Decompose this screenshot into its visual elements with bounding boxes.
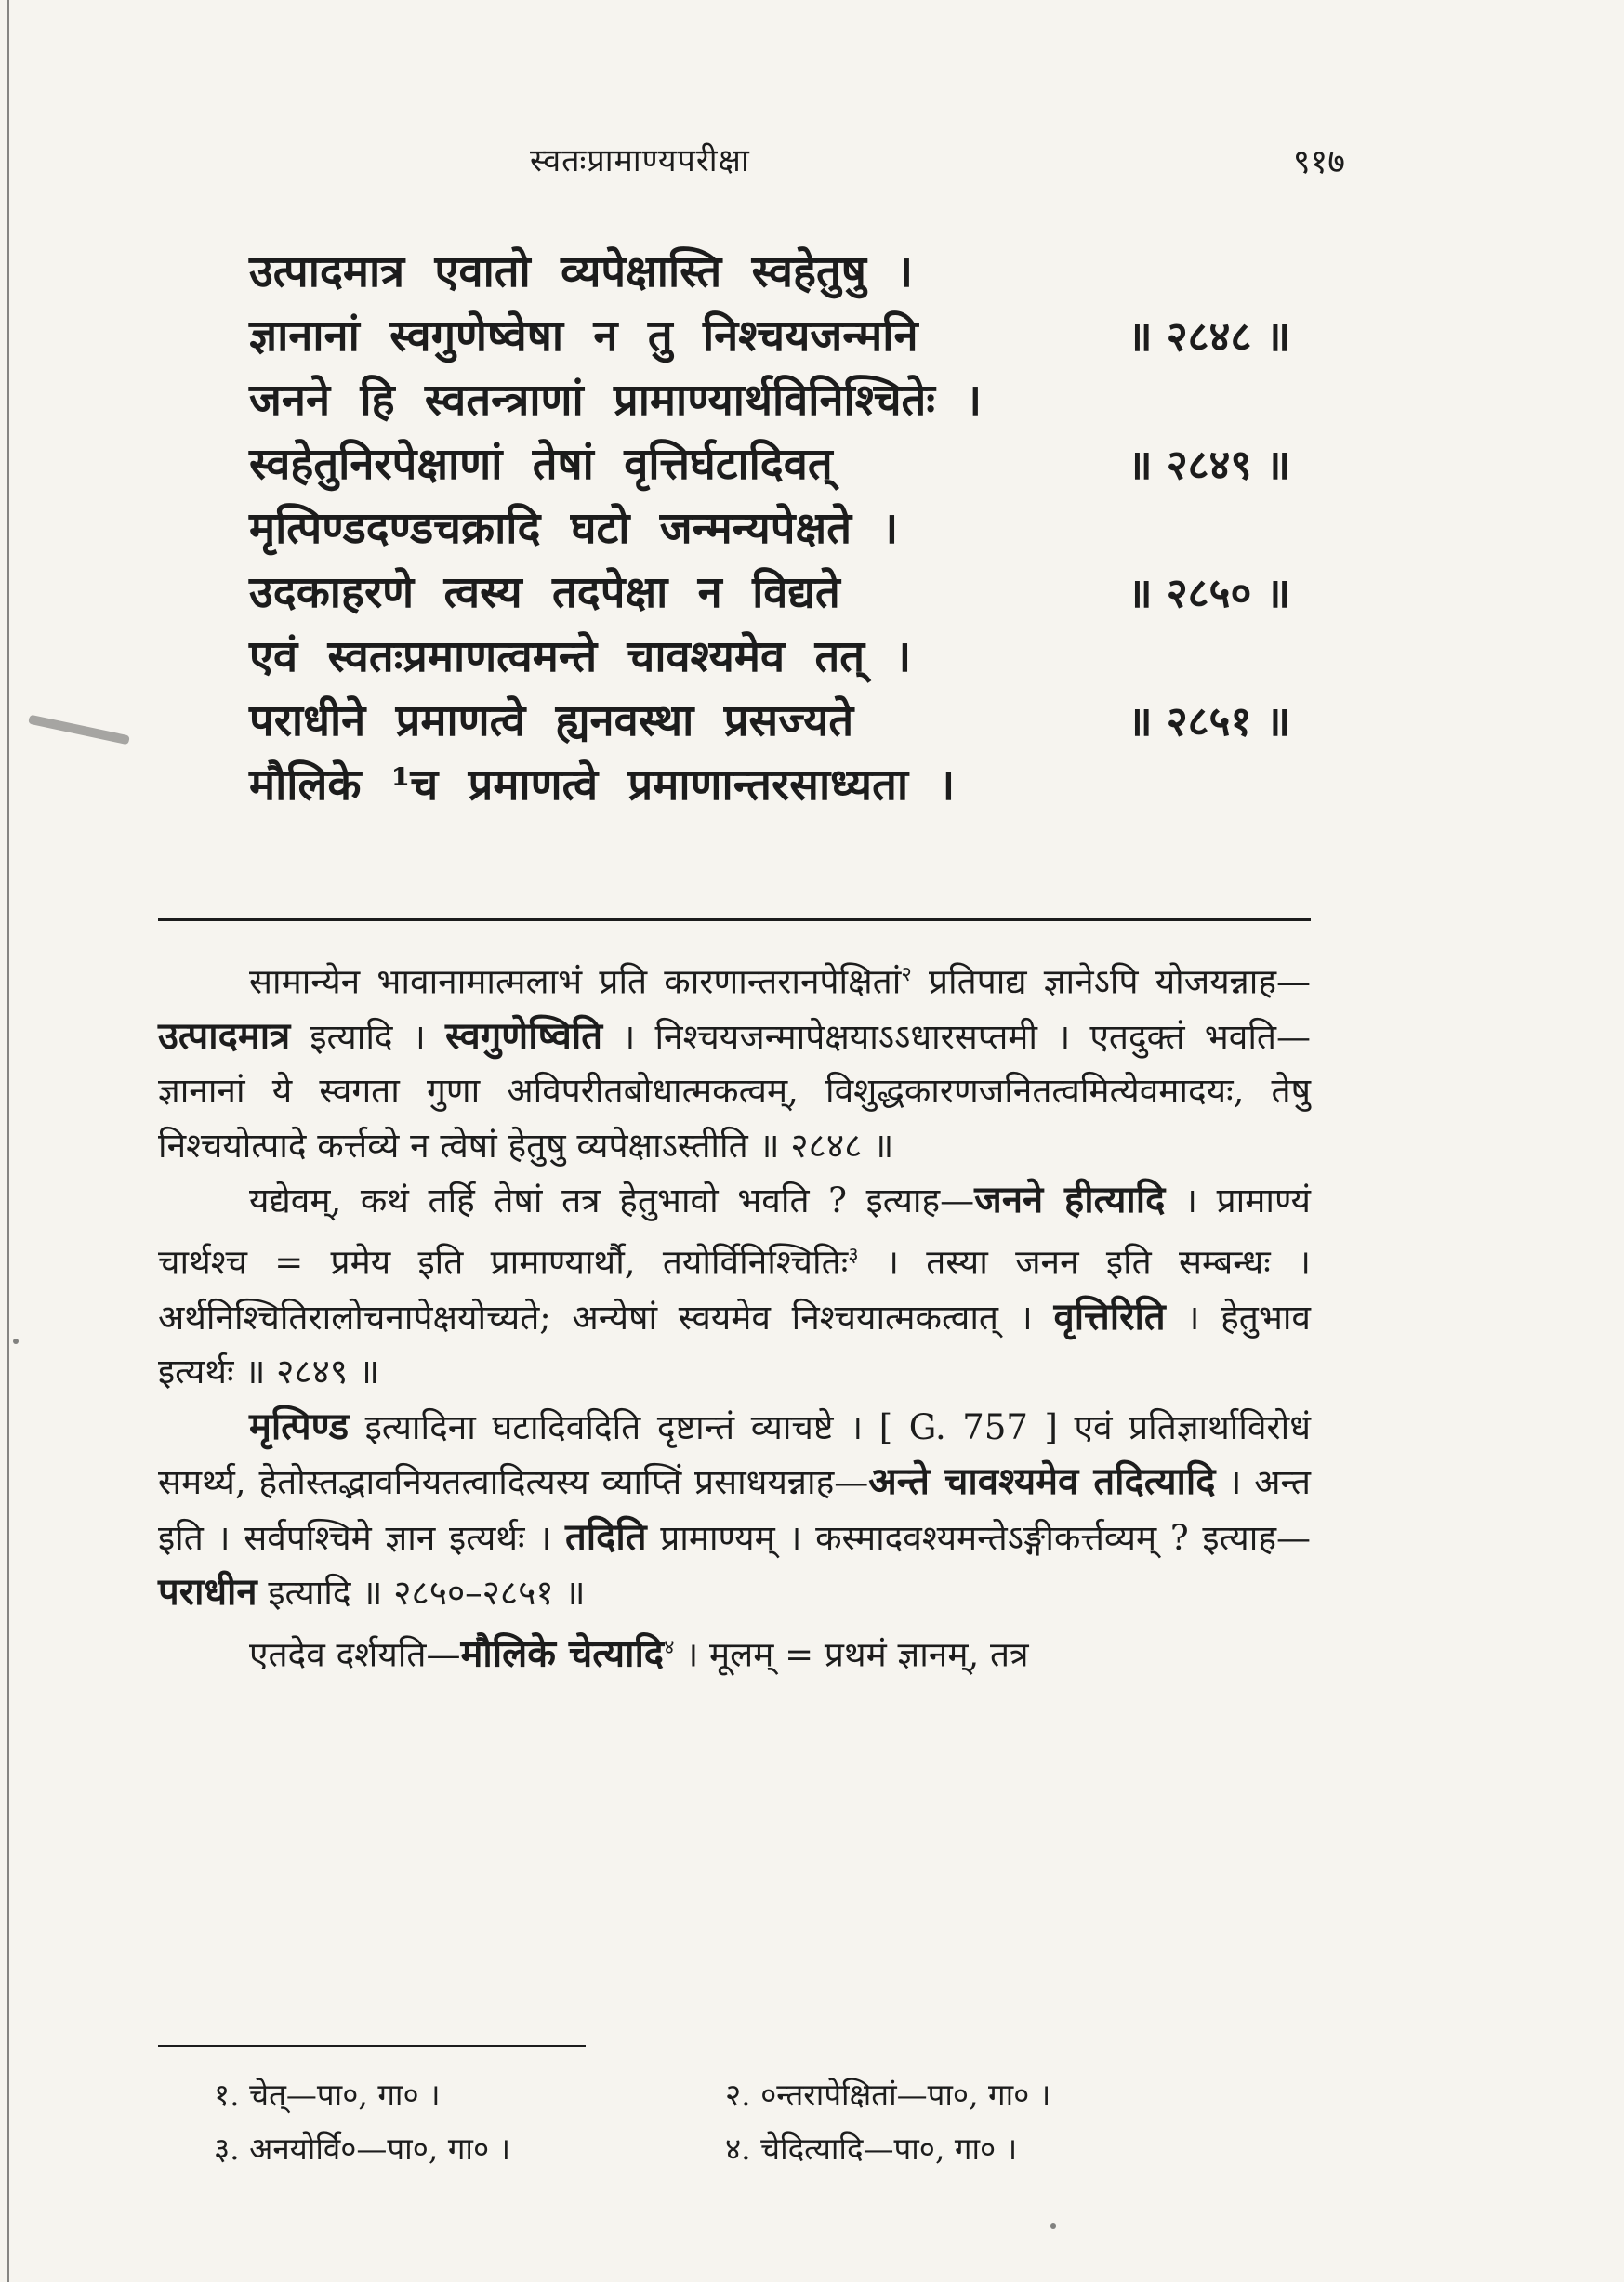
commentary-text: । प्रामाण्यं चार्थश्च = प्रमेय इति प्रामाण्यार्थौ, तयोर्विनिश्चितिः <box>158 1181 1311 1283</box>
verse-line <box>249 496 1290 561</box>
verse-line <box>249 625 1290 689</box>
commentary-text: । अन्त इति । सर्वपश्चिमे ज्ञान इत्यर्थः । <box>158 1462 1311 1558</box>
verse-line <box>249 240 1290 304</box>
verse-line <box>249 368 1290 432</box>
footnote-marker: ३ <box>848 1243 859 1267</box>
pratika-keyword: मौलिके चेत्यादि <box>460 1630 665 1675</box>
footnote: ४. चेदित्यादि—पा०, गा० । <box>725 2130 1018 2167</box>
verse-text: उदकाहरणे त्वस्य तदपेक्षा न विद्यते <box>249 567 840 618</box>
verse-number: ॥ २८५१ ॥ <box>1128 698 1290 745</box>
commentary-paragraph <box>158 1173 1311 1399</box>
verse-line <box>249 304 1290 368</box>
verse-commentary-divider <box>158 918 1311 921</box>
pratika-keyword: जनने हीत्यादि <box>974 1178 1166 1222</box>
scan-dot <box>1050 2223 1056 2229</box>
pratika-keyword: स्वगुणेष्विति <box>444 1013 603 1058</box>
commentary-text: इत्यादिना घटादिवदिति दृष्टान्तं व्याचष्टे । [ G. 757 ] एवं प्रतिज्ञार्थाविरोधं समर्थ्य, हेतोस्तद्भावनियतत्वादित्यस्य व्याप्तिं प्रसाधयन्नाह— <box>158 1406 1311 1503</box>
verse-line <box>249 753 1290 817</box>
pratika-keyword: मृत्पिण्ड <box>249 1404 349 1448</box>
commentary-text: । मूलम् = प्रथमं ज्ञानम्, तत्र <box>674 1633 1029 1674</box>
verse-text: स्वहेतुनिरपेक्षाणां तेषां वृत्तिर्घटादिवत् <box>249 439 833 490</box>
commentary-text: एतदेव दर्शयति— <box>249 1633 461 1674</box>
verse-line <box>249 689 1290 753</box>
verse-text: पराधीने प्रमाणत्वे ह्यनवस्था प्रसज्यते <box>249 695 854 746</box>
commentary-text: सामान्येन भावानामात्मलाभं प्रति कारणान्तरानपेक्षितां <box>249 961 902 1002</box>
footnote-row <box>214 2068 1236 2122</box>
running-title: स्वतःप्रामाण्यपरीक्षा <box>530 142 750 179</box>
commentary-text: । हेतुभाव इत्यर्थः ॥ २८४९ ॥ <box>158 1297 1311 1392</box>
verse-text: एवं स्वतःप्रमाणत्वमन्ते चावश्यमेव तत् । <box>249 631 912 682</box>
verse-line <box>249 561 1290 625</box>
footnote: १. चेत्—पा०, गा० । <box>214 2077 441 2113</box>
verse-text: ज्ञानानां स्वगुणेष्वेषा न तु निश्चयजन्मनि <box>249 310 918 362</box>
verse-block <box>249 240 1290 817</box>
commentary-paragraph <box>158 1400 1311 1621</box>
verse-text: मृत्पिण्डदण्डचक्रादि घटो जन्मन्यपेक्षते । <box>249 503 899 554</box>
verse-number: ॥ २८४८ ॥ <box>1128 313 1290 361</box>
scan-smudge-mark <box>28 715 130 745</box>
pratika-keyword: पराधीन <box>158 1570 257 1615</box>
footnote: ३. अनयोर्वि०—पा०, गा० । <box>214 2130 511 2167</box>
commentary-text: । तस्या जनन इति सम्बन्धः । अर्थनिश्चितिरालोचनापेक्षयोच्यते; अन्येषां स्वयमेव निश्चयात्मकत्वात् । <box>158 1242 1311 1338</box>
verse-text: मौलिके ¹च प्रमाणत्वे प्रमाणान्तरसाध्यता । <box>249 759 956 811</box>
commentary-text: । निश्चयजन्मापेक्षयाऽऽधारसप्तमी । एतदुक्तं भवति—ज्ञानानां ये स्वगता गुणा अविपरीतबोधात्मकत्वम्, विशुद्धकारणजनितत्वमित्येवमादयः, तेषु निश्चयोत्पादे कर्त्तव्ये न त्वेषां हेतुषु व्यपेक्षाऽस्तीति ॥ २८४८ ॥ <box>158 1016 1311 1166</box>
verse-number: ॥ २८५० ॥ <box>1128 570 1290 617</box>
commentary-text: यद्येवम्, कथं तर्हि तेषां तत्र हेतुभावो भवति ? इत्याह— <box>249 1181 975 1221</box>
verse-number: ॥ २८४९ ॥ <box>1128 442 1290 489</box>
commentary-text: इत्यादि ॥ २८५०–२८५१ ॥ <box>257 1573 586 1614</box>
verse-text: उत्पादमात्र एवातो व्यपेक्षास्ति स्वहेतुषु । <box>249 246 914 297</box>
footnotes-block <box>214 2068 1236 2176</box>
footnote-marker: ४ <box>664 1635 675 1659</box>
verse-line <box>249 432 1290 496</box>
pratika-keyword: अन्ते चावश्यमेव तदित्यादि <box>868 1459 1216 1504</box>
commentary-text: इत्यादि । <box>290 1016 445 1057</box>
commentary-text: प्रतिपाद्य ज्ञानेऽपि योजयन्नाह— <box>911 961 1311 1002</box>
page-binding-edge <box>7 0 9 2282</box>
commentary-text: प्रामाण्यम् । कस्मादवश्यमन्तेऽङ्गीकर्त्तव्यम् ? इत्याह— <box>646 1517 1311 1558</box>
footnote: २. ०न्तरापेक्षितां—पा०, गा० । <box>725 2077 1051 2113</box>
pratika-keyword: तदिति <box>564 1514 647 1559</box>
verse-text: जनने हि स्वतन्त्राणां प्रामाण्यार्थविनिश्चितेः । <box>249 375 983 426</box>
pratika-keyword: उत्पादमात्र <box>158 1013 291 1058</box>
commentary-paragraph <box>158 1621 1311 1682</box>
footnote-row <box>214 2122 1236 2176</box>
commentary-paragraph <box>158 948 1311 1173</box>
footnote-divider <box>158 2045 586 2047</box>
scan-dot <box>13 1339 19 1344</box>
pratika-keyword: वृत्तिरिति <box>1053 1294 1166 1339</box>
commentary-block <box>158 948 1311 1682</box>
footnote-marker: २ <box>901 963 912 986</box>
page-number: ९१७ <box>1292 143 1345 181</box>
